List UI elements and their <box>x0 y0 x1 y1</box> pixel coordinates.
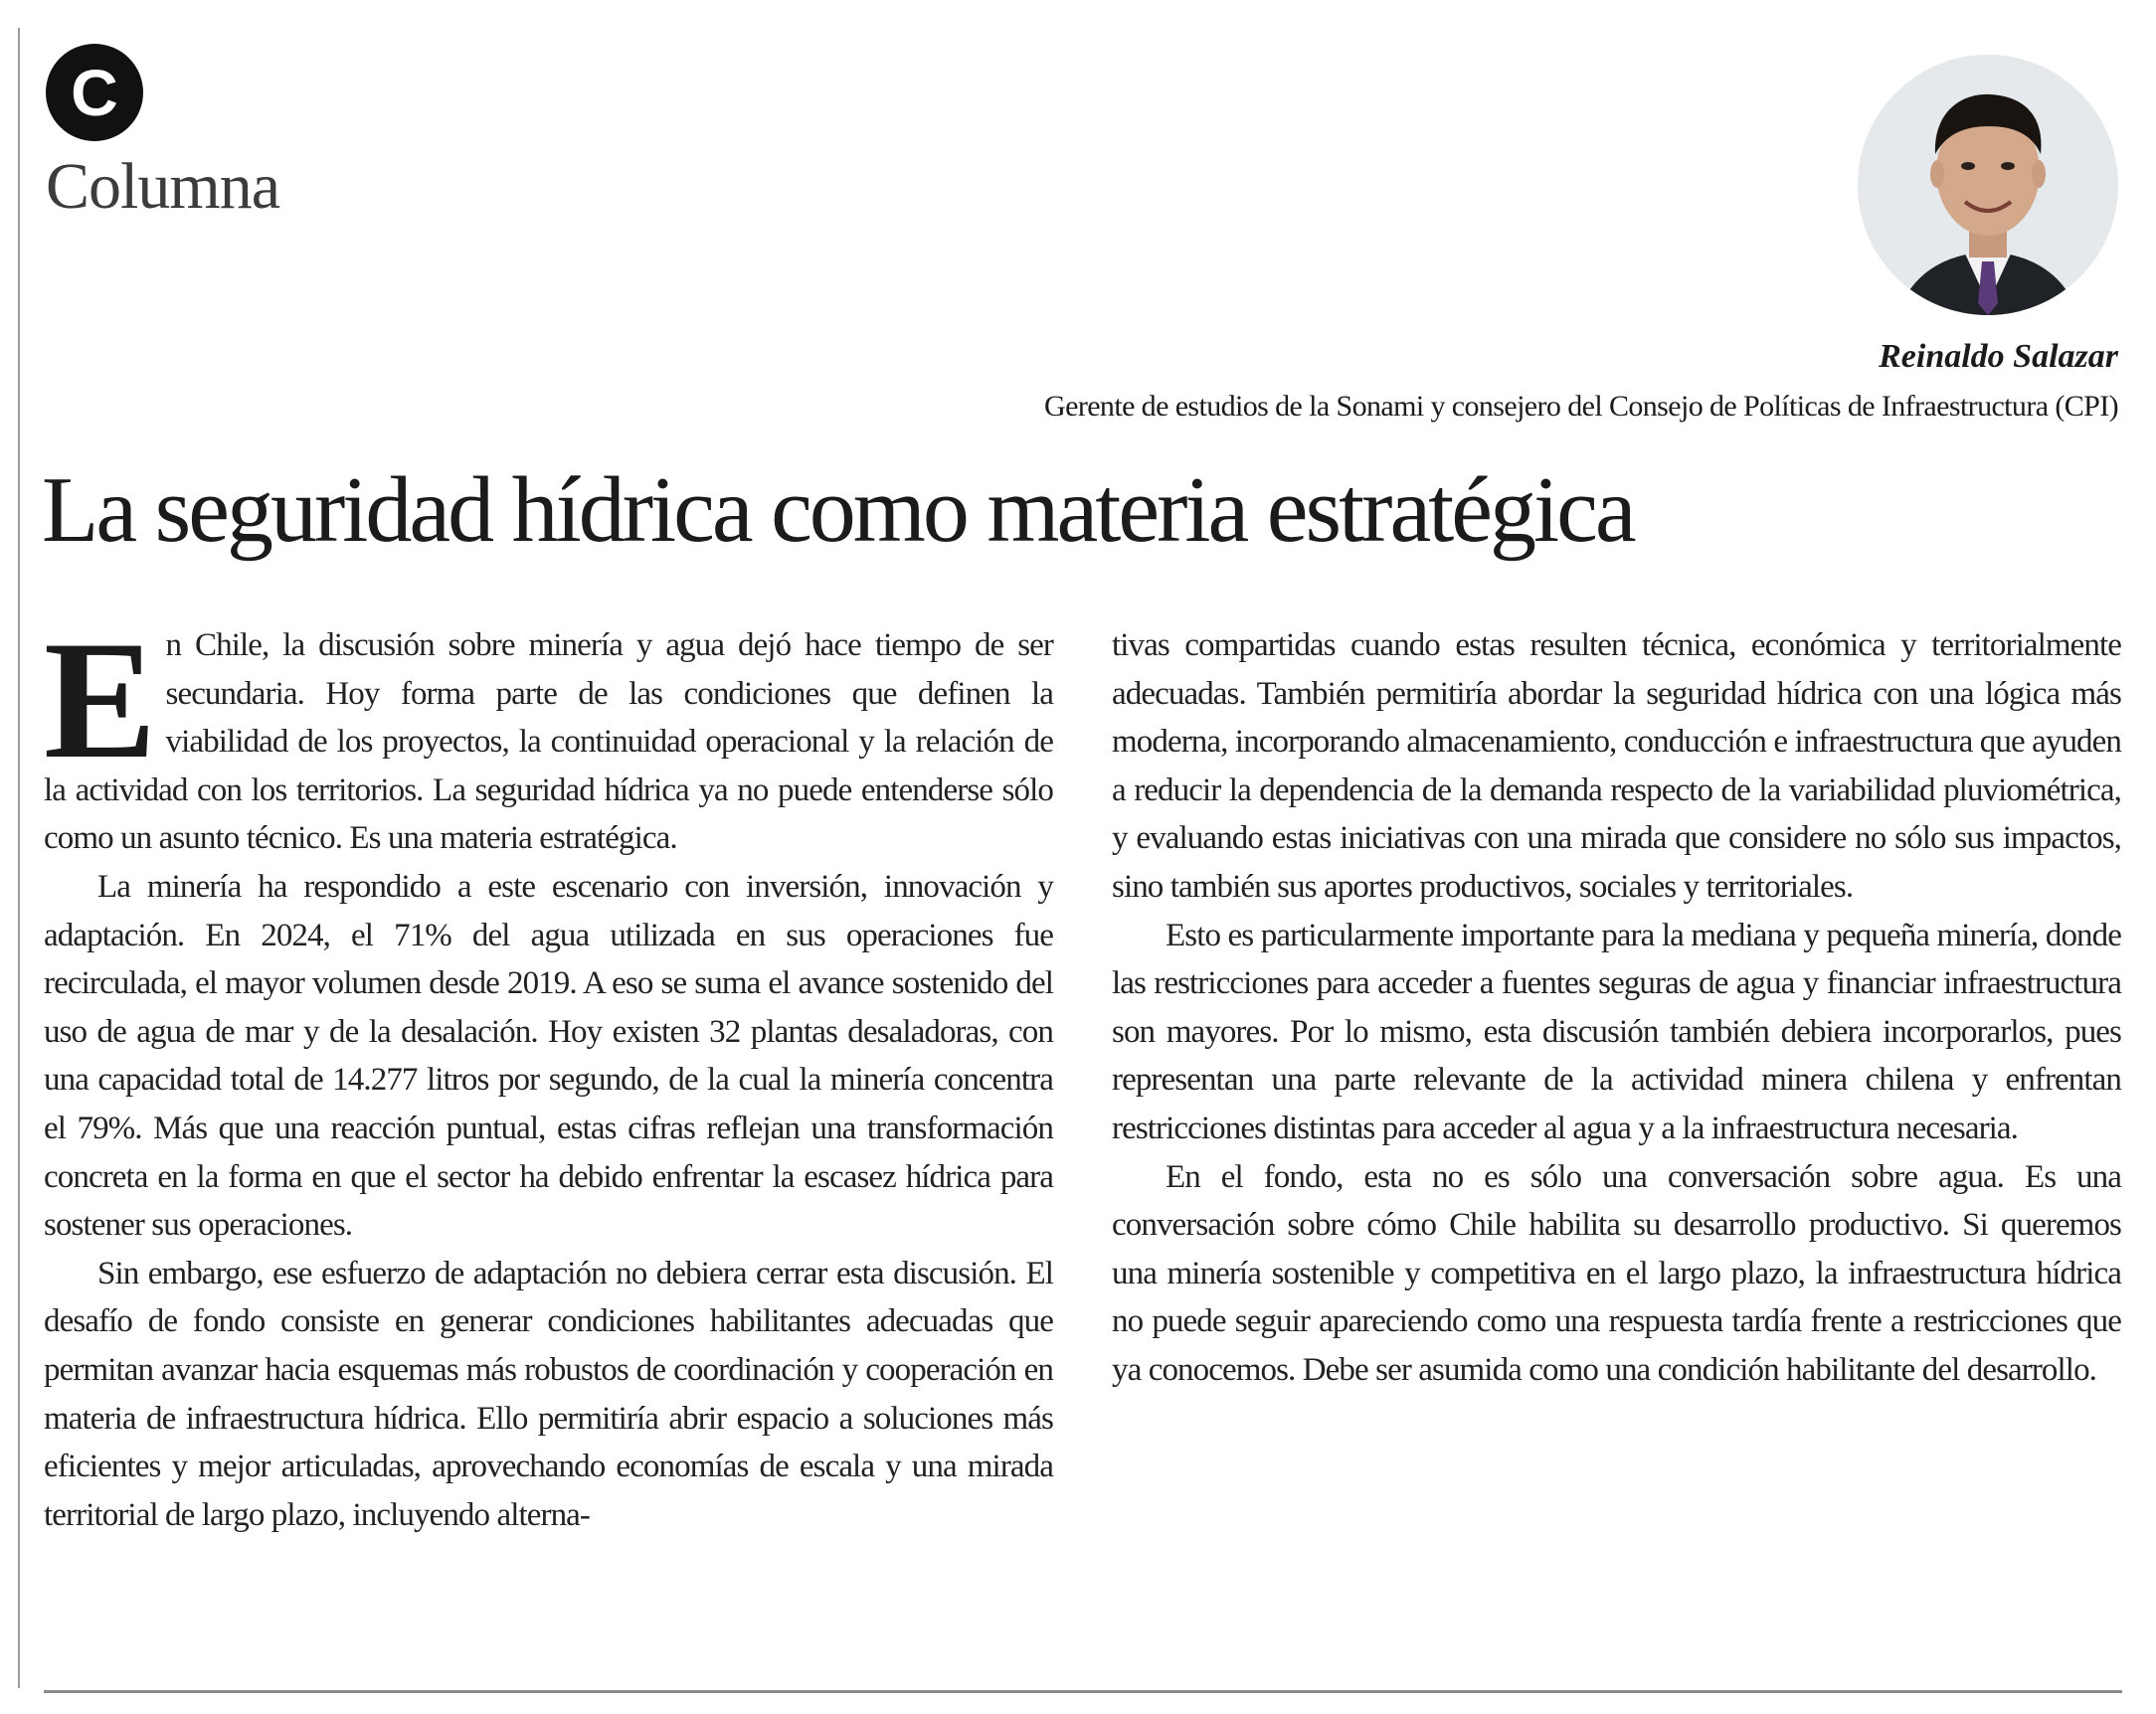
article-column-right <box>1112 621 2121 1395</box>
paragraph: En el fondo, esta no es sólo una conversación sobre agua. Es una conversación sobre cómo Chile habilita su desarrollo productivo. Si queremos una minería sostenible y competitiva en el largo plazo, la infraestructura hídrica no puede seguir apareciendo como una respuesta tardía frente a restricciones que ya conocemos. Debe ser asumida como una condición habilitante del desarrollo. <box>1112 1158 2121 1388</box>
article-column-left <box>44 606 1053 1539</box>
paragraph: Esto es particularmente importante para la mediana y pequeña minería, donde las restricciones para acceder a fuentes seguras de agua y financiar infraestructura son mayores. Por lo mismo, esta discusión también debiera incorporarlos, pues representan una parte relevante de la actividad minera chilena y enfrentan restricciones distintas para acceder al agua y a la infraestructura necesaria. <box>1112 917 2121 1146</box>
author-portrait-icon <box>1858 55 2118 315</box>
author-name: Reinaldo Salazar <box>1879 338 2118 375</box>
author-role: Gerente de estudios de la Sonami y consejero del Consejo de Políticas de Infraestructura (CPI) <box>1044 390 2118 423</box>
left-column-rule <box>18 28 20 1688</box>
paragraph: tivas compartidas cuando estas resulten técnica, económica y territorialmente adecuadas. También permitiría abordar la seguridad hídrica con una lógica más moderna, incorporando almacenamiento, conducción e infraestructura que ayuden a reducir la dependencia de la demanda respecto de la variabilidad pluviométrica, y evaluando estas iniciativas con una mirada que considere no sólo sus impactos, sino también sus aportes productivos, sociales y territoriales. <box>1112 627 2121 905</box>
drop-cap: E <box>44 606 156 793</box>
paragraph: La minería ha respondido a este escenario con inversión, innovación y adaptación. En 2024, el 71% del agua utilizada en sus operaciones fue recirculada, el mayor volumen desde 2019. A eso se suma el avance sostenido del uso de agua de mar y de la desalación. Hoy existen 32 plantas desaladoras, con una capacidad total de 14.277 litros por segundo, de la cual la minería concentra el 79%. Más que una reacción puntual, estas cifras reflejan una transformación concreta en la forma en que el sector ha debido enfrentar la escasez hídrica para sostener sus operaciones. <box>44 868 1053 1244</box>
article-headline: La seguridad hídrica como materia estratégica <box>42 458 1634 562</box>
paragraph: Sin embargo, ese esfuerzo de adaptación no debiera cerrar esta discusión. El desafío de fondo consiste en generar condiciones habilitantes adecuadas que permitan avanzar hacia esquemas más robustos de coordinación y cooperación en materia de infraestructura hídrica. Ello permitiría abrir espacio a soluciones más eficientes y mejor articuladas, aprovechando economías de escala y una mirada territorial de largo plazo, incluyendo alterna- <box>44 1255 1053 1533</box>
paragraph-text: n Chile, la discusión sobre minería y agua dejó hace tiempo de ser secundaria. Hoy forma parte de las condiciones que definen la viabilidad de los proyectos, la continuidad operacional y la relación de la actividad con los territorios. La seguridad hídrica ya no puede entenderse sólo como un asunto técnico. Es una materia estratégica. <box>44 627 1053 857</box>
section-badge-icon: C <box>46 44 143 141</box>
bottom-rule <box>44 1690 2122 1693</box>
section-name: Columna <box>46 150 279 223</box>
paragraph <box>44 606 1053 863</box>
